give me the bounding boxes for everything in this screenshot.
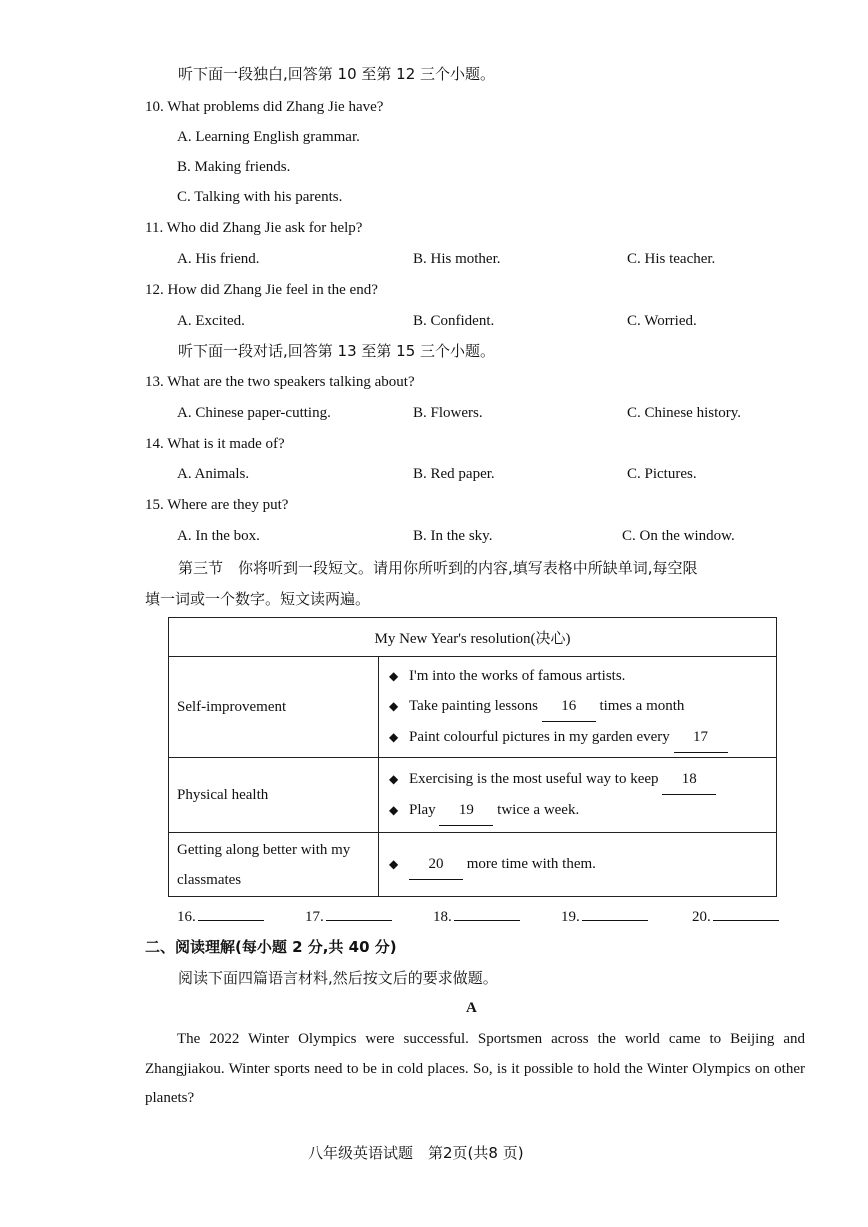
table-bullet: ◆ Paint colourful pictures in my garden every 17 [389,722,766,753]
diamond-icon: ◆ [389,699,399,713]
q14-option-b: B. Red paper. [413,466,495,482]
question-12: 12. How did Zhang Jie feel in the end? [145,282,378,298]
page-footer: 八年级英语试题 第2页(共8 页) [308,1144,524,1162]
diamond-icon: ◆ [389,669,399,683]
q11-option-b: B. His mother. [413,251,501,267]
q14-option-c: C. Pictures. [627,466,697,482]
q13-option-a: A. Chinese paper-cutting. [177,405,331,421]
q12-option-b: B. Confident. [413,313,495,329]
q15-option-c: C. On the window. [622,528,735,544]
reading-heading: 二、阅读理解(每小题 2 分,共 40 分) [145,938,397,956]
table-bullet: ◆ Take painting lessons 16 times a month [389,691,766,722]
table-bullet: ◆ I'm into the works of famous artists. [389,661,766,691]
answer-line-17: 17. [305,906,392,926]
answer-line-19: 19. [561,906,648,926]
blank-17: 17 [674,722,728,753]
q10-option-c: C. Talking with his parents. [177,189,343,205]
q13-option-b: B. Flowers. [413,405,483,421]
question-14: 14. What is it made of? [145,436,285,452]
q15-option-b: B. In the sky. [413,528,493,544]
diamond-icon: ◆ [389,803,399,817]
row-label-physical-health: Physical health [169,758,379,833]
blank-20: 20 [409,849,463,880]
q12-option-c: C. Worried. [627,313,697,329]
blank-18: 18 [662,764,716,795]
question-15: 15. Where are they put? [145,497,289,513]
reading-instruction: 阅读下面四篇语言材料,然后按文后的要求做题。 [178,969,498,987]
resolution-table [168,617,777,897]
q13-option-c: C. Chinese history. [627,405,742,421]
monologue-instruction: 听下面一段独白,回答第 10 至第 12 三个小题。 [178,65,496,83]
row-items-self-improvement [379,657,777,758]
section-three-instruction-cont: 填一词或一个数字。短文读两遍。 [145,590,371,608]
answer-line-18: 18. [433,906,520,926]
section-three-instruction: 第三节 你将听到一段短文。请用你所听到的内容,填写表格中所缺单词,每空限 [178,559,698,577]
q10-option-a: A. Learning English grammar. [177,129,360,145]
q15-option-a: A. In the box. [177,528,260,544]
row-items-physical-health [379,758,777,833]
table-bullet: ◆ Exercising is the most useful way to keep 18 [389,764,766,795]
answer-line-16: 16. [177,906,264,926]
question-10: 10. What problems did Zhang Jie have? [145,99,384,115]
q11-option-a: A. His friend. [177,251,260,267]
blank-19: 19 [439,795,493,826]
answer-line-20: 20. [692,906,779,926]
passage-a-text: The 2022 Winter Olympics were successful. Sportsmen across the world came to Beijing and Zhangjiakou. Winter sports need to be in cold places. So, is it possible to hold the Winter Olympics on other planets? [145,1031,805,1106]
diamond-icon: ◆ [389,730,399,744]
question-11: 11. Who did Zhang Jie ask for help? [145,220,363,236]
row-label-classmates: Getting along better with my classmates [169,833,379,897]
q10-option-b: B. Making friends. [177,159,291,175]
table-bullet: ◆ Play 19 twice a week. [389,795,766,826]
q12-option-a: A. Excited. [177,313,245,329]
row-items-classmates [379,833,777,897]
dialogue-instruction: 听下面一段对话,回答第 13 至第 15 三个小题。 [178,342,496,360]
blank-16: 16 [542,691,596,722]
row-label-self-improvement: Self-improvement [169,657,379,758]
diamond-icon: ◆ [389,772,399,786]
q14-option-a: A. Animals. [177,466,250,482]
question-13: 13. What are the two speakers talking about? [145,374,415,390]
passage-label: A [466,1000,477,1016]
table-title: My New Year's resolution(决心) [169,618,777,657]
diamond-icon: ◆ [389,857,399,871]
q11-option-c: C. His teacher. [627,251,716,267]
table-bullet: ◆ 20 more time with them. [389,849,766,880]
